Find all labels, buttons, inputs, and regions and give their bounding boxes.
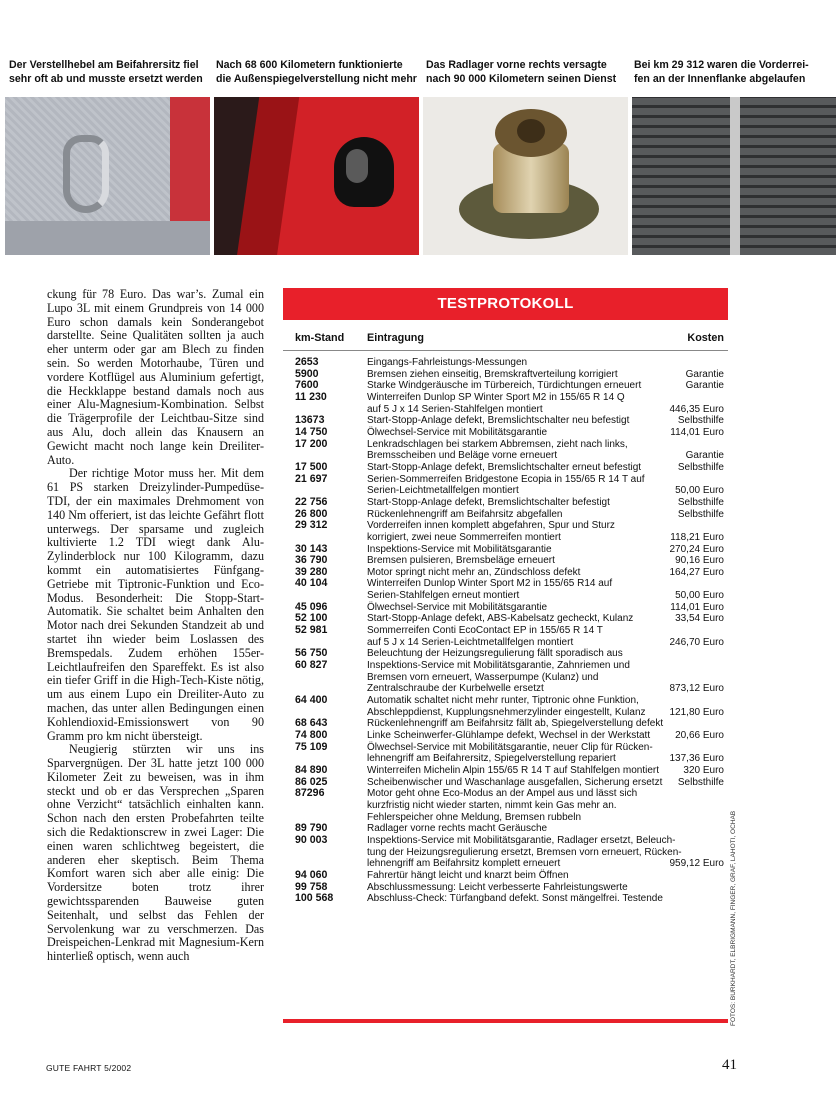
row-entry-line: Serien-Leichtmetallfelgen montiert: [367, 485, 519, 497]
photo-seat-lever: [5, 97, 210, 255]
row-cost: 50,00 Euro: [675, 590, 724, 602]
table-row: [283, 660, 728, 695]
row-cost: Garantie: [685, 450, 724, 462]
table-row: [283, 578, 728, 601]
photo-caption-1: [9, 58, 214, 86]
row-entry: [367, 392, 697, 415]
row-entry-line: Abschluss-Check: Türfangband defekt. Sonst mängelfrei. Testende: [367, 893, 663, 905]
row-entry-line: Serien-Stahlfelgen erneut montiert: [367, 590, 520, 602]
table-row: [283, 742, 728, 765]
row-entry: [367, 823, 697, 835]
row-entry-line: Lenkradschlagen bei starkem Abbremsen, zieht nach links,: [367, 438, 628, 450]
row-entry-line: Start-Stopp-Anlage defekt, Bremslichtschalter neu befestigt: [367, 415, 630, 427]
row-km: 52 981: [295, 624, 328, 637]
row-entry-line: auf 5 J x 14 Serien-Leichtmetallfelgen montiert: [367, 636, 574, 648]
row-entry-line: Automatik schaltet nicht mehr runter, Tiptronic ohne Funktion,: [367, 695, 639, 707]
row-entry: [367, 835, 697, 870]
row-entry-line: lehnengriff am Beifahrersitz, Spiegelverstellung repariert: [367, 753, 616, 765]
table-row: [283, 893, 728, 905]
row-entry-line: Fahrertür hängt leicht und knarzt beim Öffnen: [367, 869, 569, 881]
row-km: 87296: [295, 787, 325, 800]
row-entry-line: Inspektions-Service mit Mobilitätsgarantie: [367, 543, 552, 555]
tyre-tread-left: [632, 97, 730, 255]
row-cost: 90,16 Euro: [675, 555, 724, 567]
row-entry: [367, 474, 697, 497]
row-entry: [367, 555, 697, 567]
row-entry-line: Ölwechsel-Service mit Mobilitätsgarantie: [367, 426, 548, 438]
row-cost: 118,21 Euro: [670, 531, 724, 543]
row-entry-line: Linke Scheinwerfer-Glühlampe defekt, Wechsel in der Werkstatt: [367, 730, 651, 741]
row-entry-line: Motor springt nicht mehr an, Zündschloss defekt: [367, 566, 581, 578]
row-entry: [367, 520, 697, 543]
table-row: [283, 695, 728, 718]
row-km: 22 756: [295, 495, 328, 508]
protocol-rows: [283, 357, 728, 905]
table-row: [283, 462, 728, 474]
row-entry-line: Sommerreifen Conti EcoContact EP in 155/65 R 14 T: [367, 625, 603, 637]
bearing-hub-core: [517, 119, 545, 143]
row-km: 60 827: [295, 659, 328, 672]
row-entry: [367, 718, 697, 730]
row-km: 36 790: [295, 554, 328, 567]
row-entry-line: Bremsen ziehen einseitig, Bremskraftverteilung korrigiert: [367, 368, 618, 380]
tyre-gap: [730, 97, 740, 255]
article-paragraph: Der richtige Motor muss her. Mit dem 61 PS starken Dreizylinder-Pumpedüse-TDI, der ein maximales Drehmoment von 140 Nm offeriert, ist das leichte Gefährt flott unterwegs. Der sparsame und zugleich kultivierte 1.2 TDI wiegt dank Alu-Zylinderblock nur 100 Kilogramm, dazu kommt ein automatisiertes Fünfgang-Getriebe mit Tiptronic-Funktion und Eco-Modus. Besonderheit: Die Stopp-Start-Automatik. Sie schaltet beim Anhalten den Motor nach drei Sekunden Standzeit ab und startet ihn wieder beim Loslassen des Bremspedals. Zudem erhöhen 155er-Leichtlaufreifen den Spareffekt. Es ist also ein tiefer Griff in die High-Tech-Kiste nötig, um aus einem Lupo ein Dreiliter-Auto zu machen, das unter allen Bedingungen einen Kohlendioxid-Emissionswert von 90 Gramm pro km nicht übersteigt.: [47, 466, 264, 743]
row-entry-line: Rückenlehnengriff am Beifahrsitz fällt ab, Spiegelverstellung defekt: [367, 718, 664, 730]
table-row: [283, 613, 728, 625]
row-entry-line: Ölwechsel-Service mit Mobilitätsgarantie: [367, 601, 548, 613]
row-km: 100 568: [295, 892, 334, 905]
row-km: 52 100: [295, 612, 328, 625]
row-km: 56 750: [295, 647, 328, 660]
photo-caption-2: [216, 58, 421, 86]
photo-caption-4: [634, 58, 834, 86]
row-entry-line: Rückenlehnengriff am Beifahrsitz abgefallen: [367, 508, 563, 520]
row-entry-line: Scheibenwischer und Waschanlage ausgefallen, Sicherung ersetzt: [367, 776, 663, 788]
row-cost: 114,01 Euro: [670, 426, 724, 438]
row-km: 86 025: [295, 775, 328, 788]
table-row: [283, 648, 728, 660]
row-cost: Selbsthilfe: [677, 496, 724, 508]
row-entry: [367, 648, 697, 660]
table-row: [283, 415, 728, 427]
photo-tyres: [632, 97, 836, 255]
article-paragraph: Neugierig stürzten wir uns ins Sparvergnügen. Der 3L hatte jetzt 100 000 Kilometer Zeit zu beweisen, was in ihm steckt und ob er das Versprechen „Sparen ohne Verzicht“ tatsächlich einhalten kann. Schon nach den ersten Probefahrten teilte sich die Redaktionscrew in zwei Lager: Die einen waren schlichtweg begeistert, die anderen eher skeptisch. Beim Thema Komfort waren sich aber alle einig: Die Vordersitze boten trotz ihrer gewichtssparenden Bauweise guten Seitenhalt, und selbst das Fehlen der Servolenkung war zu verschmerzen. Das Dreispeichen-Lenkrad mit Magnesium-Kern hinterließ optisch, wenn auch: [47, 742, 264, 964]
row-km: 7600: [295, 379, 319, 392]
row-cost: 137,36 Euro: [669, 753, 724, 765]
row-cost: 20,66 Euro: [675, 730, 724, 741]
table-row: [283, 835, 728, 870]
row-entry-line: Ölwechsel-Service mit Mobilitätsgarantie, neuer Clip für Rücken-: [367, 741, 653, 753]
row-km: 14 750: [295, 425, 328, 438]
row-cost: Selbsthilfe: [677, 461, 724, 473]
row-entry-line: Winterreifen Michelin Alpin 155/65 R 14 T auf Stahlfelgen montiert: [367, 764, 660, 776]
row-entry: [367, 462, 697, 474]
row-entry: [367, 544, 697, 556]
tyre-tread-right: [740, 97, 836, 255]
row-entry: [367, 660, 697, 695]
table-row: [283, 509, 728, 521]
caption-line: sehr oft ab und musste ersetzt werden: [9, 73, 203, 85]
row-cost: 959,12 Euro: [669, 858, 724, 870]
table-row: [283, 380, 728, 392]
caption-line: nach 90 000 Kilometern seinen Dienst: [426, 73, 617, 85]
row-entry-line: Bremsen pulsieren, Bremsbeläge erneuert: [367, 555, 555, 567]
row-entry-line: Beleuchtung der Heizungsregulierung fällt sporadisch aus: [367, 648, 623, 660]
protocol-title: TESTPROTOKOLL: [283, 288, 728, 320]
row-entry: [367, 357, 697, 369]
row-km: 39 280: [295, 565, 328, 578]
table-row: [283, 730, 728, 742]
header-divider: [283, 350, 728, 351]
photo-mirror-adjust: [214, 97, 419, 255]
article-text: [47, 288, 264, 964]
row-entry: [367, 369, 697, 381]
row-entry-line: Inspektions-Service mit Mobilitätsgarantie, Zahnriemen und: [367, 660, 630, 672]
magazine-issue: GUTE FAHRT 5/2002: [46, 1063, 132, 1073]
row-entry-line: Vorderreifen innen komplett abgefahren, Spur und Sturz: [367, 520, 615, 532]
table-row: [283, 882, 728, 894]
caption-line: Das Radlager vorne rechts versagte: [426, 59, 607, 71]
row-entry-line: Radlager vorne rechts macht Geräusche: [367, 823, 548, 835]
row-entry: [367, 427, 697, 439]
table-row: [283, 777, 728, 789]
table-row: [283, 718, 728, 730]
row-entry-line: Start-Stopp-Anlage defekt, Bremslichtschalter erneut befestigt: [367, 461, 642, 473]
header-km: km-Stand: [295, 332, 345, 344]
page-number: 41: [722, 1057, 737, 1073]
row-km: 94 060: [295, 868, 328, 881]
row-entry-line: Winterreifen Dunlop SP Winter Sport M2 in 155/65 R 14 Q: [367, 391, 625, 403]
table-row: [283, 625, 728, 648]
row-entry: [367, 870, 697, 882]
row-entry-line: Eingangs-Fahrleistungs-Messungen: [367, 357, 528, 368]
row-km: 68 643: [295, 717, 328, 730]
row-entry: [367, 567, 697, 579]
row-km: 74 800: [295, 729, 328, 741]
protocol-bottom-rule: [283, 1019, 728, 1023]
row-cost: 246,70 Euro: [669, 636, 724, 648]
header-cost: Kosten: [687, 332, 724, 344]
photo-credit-text: FOTOS: BURKHARDT, ELBRIGMANN, FINGER, GRAF, LAHOTI, OCHAB: [730, 810, 737, 1026]
row-entry-line: Bremsen vorn erneuert, Wasserpumpe (Kulanz) und: [367, 671, 599, 683]
row-km: 17 200: [295, 437, 328, 450]
row-entry: [367, 602, 697, 614]
table-row: [283, 788, 728, 823]
table-row: [283, 520, 728, 543]
row-entry-line: Fehlerspeicher ohne Meldung, Bremsen rubbeln: [367, 811, 582, 823]
row-entry: [367, 765, 697, 777]
photo-credit: [730, 808, 740, 1028]
row-cost: Garantie: [685, 368, 724, 380]
row-entry-line: Zentralschraube der Kurbelwelle ersetzt: [367, 683, 544, 695]
row-km: 90 003: [295, 833, 328, 846]
row-km: 84 890: [295, 763, 328, 776]
seat-lever-shape: [63, 135, 109, 213]
row-km: 30 143: [295, 542, 328, 555]
table-row: [283, 357, 728, 369]
row-entry: [367, 415, 697, 427]
row-km: 26 800: [295, 507, 328, 520]
row-cost: Garantie: [685, 380, 724, 392]
row-km: 2653: [295, 356, 319, 368]
row-entry-line: Start-Stopp-Anlage defekt, Bremslichtschalter befestigt: [367, 496, 610, 508]
table-row: [283, 427, 728, 439]
table-row: [283, 870, 728, 882]
caption-line: fen an der Innenflanke abgelaufen: [634, 73, 806, 85]
caption-line: Bei km 29 312 waren die Vorderrei-: [634, 59, 809, 71]
row-entry: [367, 788, 697, 823]
row-cost: 320 Euro: [683, 764, 724, 776]
row-entry-line: Winterreifen Dunlop Winter Sport M2 in 155/65 R14 auf: [367, 578, 613, 590]
row-cost: 270,24 Euro: [669, 543, 724, 555]
row-km: 17 500: [295, 460, 328, 473]
row-entry: [367, 613, 697, 625]
row-km: 11 230: [295, 390, 327, 403]
row-entry-line: Bremsscheiben und Beläge vorne erneuert: [367, 450, 558, 462]
row-cost: Selbsthilfe: [677, 776, 724, 788]
header-entry: Eintragung: [367, 332, 424, 344]
row-km: 5900: [295, 367, 319, 380]
row-entry: [367, 742, 697, 765]
table-row: [283, 823, 728, 835]
row-km: 64 400: [295, 694, 328, 707]
row-entry: [367, 439, 697, 462]
row-km: 45 096: [295, 600, 328, 613]
table-row: [283, 497, 728, 509]
table-row: [283, 369, 728, 381]
row-entry: [367, 893, 697, 905]
photo-wheel-bearing: [423, 97, 628, 255]
row-km: 21 697: [295, 472, 328, 485]
caption-line: Nach 68 600 Kilometern funktionierte: [216, 59, 403, 71]
row-entry: [367, 509, 697, 521]
caption-line: die Außenspiegelverstellung nicht mehr: [216, 73, 417, 85]
row-cost: 873,12 Euro: [669, 683, 724, 695]
row-entry: [367, 625, 697, 648]
table-row: [283, 392, 728, 415]
row-km: 13673: [295, 414, 325, 427]
row-entry: [367, 578, 697, 601]
table-row: [283, 765, 728, 777]
protocol-header: [283, 332, 728, 348]
row-cost: 33,54 Euro: [675, 613, 724, 625]
row-km: 40 104: [295, 577, 328, 590]
row-entry-line: lehnengriff am Beifahrsitz komplett erneuert: [367, 858, 561, 870]
row-entry-line: Abschleppdienst, Kupplungsnehmerzylinder eingestellt, Kulanz: [367, 706, 646, 718]
row-cost: 50,00 Euro: [675, 485, 724, 497]
row-entry-line: Start-Stopp-Anlage defekt, ABS-Kabelsatz gecheckt, Kulanz: [367, 613, 634, 625]
caption-line: Der Verstellhebel am Beifahrersitz fiel: [9, 59, 199, 71]
table-row: [283, 474, 728, 497]
table-row: [283, 602, 728, 614]
table-row: [283, 567, 728, 579]
row-entry-line: kurzfristig nicht wieder starten, nimmt kein Gas mehr an.: [367, 799, 617, 811]
row-entry-line: korrigiert, zwei neue Sommerreifen montiert: [367, 531, 561, 543]
row-cost: 164,27 Euro: [669, 566, 724, 578]
row-entry: [367, 695, 697, 718]
row-entry: [367, 497, 697, 509]
test-protocol: [283, 288, 728, 1023]
row-entry: [367, 882, 697, 894]
row-entry-line: Serien-Sommerreifen Bridgestone Ecopia in 155/65 R 14 T auf: [367, 473, 645, 485]
row-entry: [367, 380, 697, 392]
row-cost: Selbsthilfe: [677, 415, 724, 427]
table-row: [283, 439, 728, 462]
row-km: 75 109: [295, 740, 328, 753]
row-entry-line: Abschlussmessung: Leicht verbesserte Fahrleistungswerte: [367, 881, 628, 893]
row-entry-line: Motor geht ohne Eco-Modus an der Ampel aus und lässt sich: [367, 788, 638, 800]
row-km: 29 312: [295, 519, 328, 532]
mirror-knob-highlight: [346, 149, 368, 183]
row-entry: [367, 730, 697, 742]
row-entry: [367, 777, 697, 789]
row-entry-line: tung der Heizungsregulierung ersetzt, Bremsen vorn erneuert, Rücken-: [367, 846, 682, 858]
row-cost: 121,80 Euro: [669, 706, 724, 718]
seat-shadow: [5, 221, 210, 255]
table-row: [283, 555, 728, 567]
row-km: 99 758: [295, 880, 328, 893]
row-cost: 446,35 Euro: [669, 403, 724, 415]
row-entry-line: auf 5 J x 14 Serien-Stahlfelgen montiert: [367, 403, 543, 415]
table-row: [283, 544, 728, 556]
row-entry-line: Starke Windgeräusche im Türbereich, Türdichtungen erneuert: [367, 380, 642, 392]
row-entry-line: Inspektions-Service mit Mobilitätsgarantie, Radlager ersetzt, Beleuch-: [367, 834, 676, 846]
row-cost: 114,01 Euro: [670, 601, 724, 613]
article-paragraph: ckung für 78 Euro. Das war’s. Zumal ein Lupo 3L mit einem Grundpreis von 14 000 Euro schon damals kein Sonderangebot darstellte. Seine Qualitäten sollten ja auch eher unterm oder gar am Blech zu finden sein. So werden Motorhaube, Türen und vordere Kotflügel aus Aluminium gefertigt, die Heckklappe bestand damals noch aus einer Alu-Magnesium-Kombination. Selbst die Trägerprofile der Leichtbau-Sitze sind aus Alu, doch allein das Knausern an Gewicht macht noch lange kein Dreiliter-Auto.: [47, 287, 264, 467]
row-km: 89 790: [295, 822, 328, 835]
photo-caption-3: [426, 58, 631, 86]
row-cost: Selbsthilfe: [677, 508, 724, 520]
